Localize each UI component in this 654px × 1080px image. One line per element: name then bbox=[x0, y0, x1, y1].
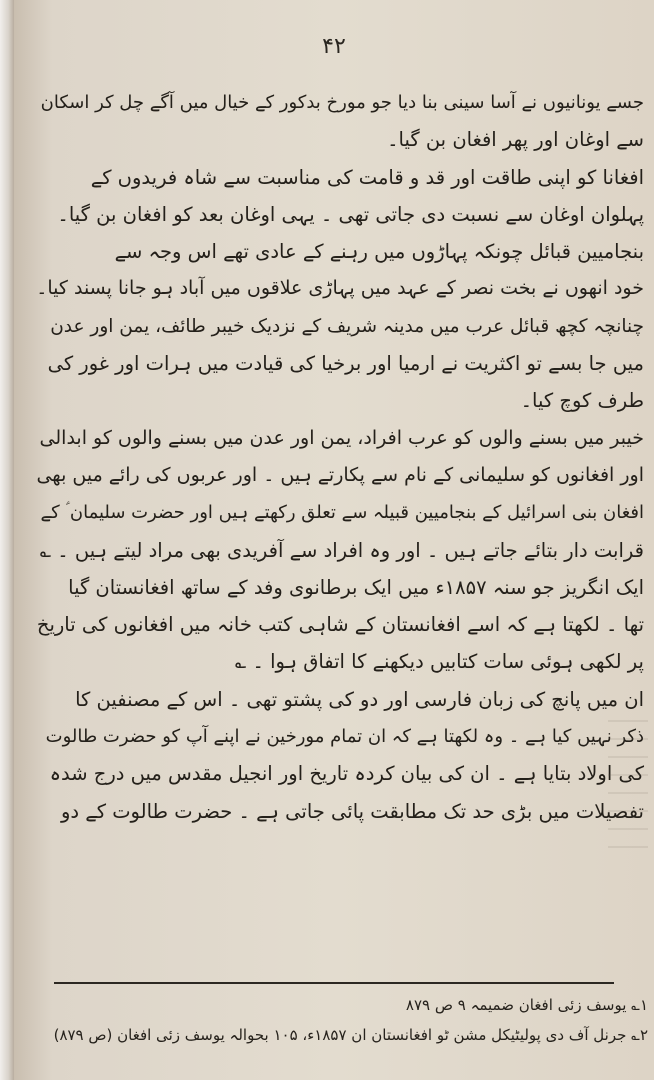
text-line: پہلوان اوغان سے نسبت دی جاتی تھی ۔ یہی اوغان بعد کو افغان بن گیا۔ bbox=[57, 202, 644, 226]
footnote-1: ۱؎ یوسف زئی افغان ضمیمہ ۹ ص ۸۷۹ bbox=[405, 996, 648, 1014]
text-line: طرف کوچ کیا۔ bbox=[520, 389, 644, 413]
show-through-text bbox=[608, 720, 648, 860]
text-line: قرابت دار بتائے جاتے ہیں ۔ اور وہ افراد سے آفریدی بھی مراد لیتے ہیں ۔ ؎ bbox=[39, 538, 644, 562]
text-line: تھا ۔ لکھتا ہے کہ اسے افغانستان کے شاہی کتب خانہ میں افغانوں کی تاریخ bbox=[36, 613, 644, 637]
book-binding-edge bbox=[0, 0, 14, 1080]
text-line: بنجامیین قبائل چونکہ پہاڑوں میں رہنے کے عادی تھے اس وجہ سے bbox=[114, 240, 644, 264]
text-line: چنانچہ کچھ قبائل عرب میں مدینہ شریف کے نزدیک خیبر طائف، یمن اور عدن bbox=[50, 315, 644, 337]
text-line: ذکر نہیں کیا ہے ۔ وہ لکھتا ہے کہ ان تمام مورخین نے اپنے آپ کو حضرت طالوت bbox=[45, 726, 644, 748]
body-text bbox=[36, 84, 644, 830]
footnote-2: ۲؎ جرنل آف دی پولیٹیکل مشن ٹو افغانستان ان ۱۸۵۷ء، ۱۰۵ بحوالہ یوسف زئی افغان (ص ۸۷۹) bbox=[53, 1026, 648, 1044]
text-line: ایک انگریز جو سنہ ۱۸۵۷ء میں ایک برطانوی وفد کے ساتھ افغانستان گیا bbox=[68, 575, 644, 599]
text-line: میں جا بسے تو اکثریت نے ارمیا اور برخیا کی قیادت میں ہرات اور غور کی bbox=[47, 352, 644, 376]
text-line: کی اولاد بتایا ہے ۔ ان کی بیان کردہ تاریخ اور انجیل مقدس میں درج شدہ bbox=[49, 762, 644, 786]
text-line: ان میں پانچ کی زبان فارسی اور دو کی پشتو تھی ۔ اس کے مصنفین کا bbox=[75, 687, 644, 711]
text-line: خیبر میں بسنے والوں کو عرب افراد، یمن اور عدن میں بسنے والوں کو ابدالی bbox=[39, 426, 644, 449]
text-line: سے اوغان اور پھر افغان بن گیا۔ bbox=[387, 128, 644, 152]
text-line: خود انھوں نے بخت نصر کے عہد میں پہاڑی علاقوں میں آباد ہو جانا پسند کیا۔ bbox=[36, 277, 644, 300]
footnote-rule bbox=[54, 982, 614, 984]
text-line: پر لکھی ہوئی سات کتابیں دیکھنے کا اتفاق ہوا ۔ ؎ bbox=[234, 650, 644, 674]
page-number: ۴۲ bbox=[322, 34, 346, 59]
footnotes bbox=[36, 990, 648, 1050]
text-line: افغان بنی اسرائیل کے بنجامیین قبیلہ سے تعلق رکھتے ہیں اور حضرت سلیمان ؑ کے bbox=[40, 502, 644, 524]
text-line: افغانا کو اپنی طاقت اور قد و قامت کی مناسبت سے شاہ فریدوں کے bbox=[90, 165, 644, 189]
text-line: اور افغانوں کو سلیمانی کے نام سے پکارتے ہیں ۔ اور عربوں کی رائے میں بھی bbox=[36, 463, 644, 486]
book-page bbox=[14, 0, 654, 1080]
text-line: تفصیلات میں بڑی حد تک مطابقت پائی جاتی ہے ۔ حضرت طالوت کے دو bbox=[60, 799, 644, 823]
text-line: جسے یونانیوں نے آسا سینی بنا دیا جو مورخ بدکور کے خیال میں آگے چل کر اسکان bbox=[40, 92, 644, 113]
